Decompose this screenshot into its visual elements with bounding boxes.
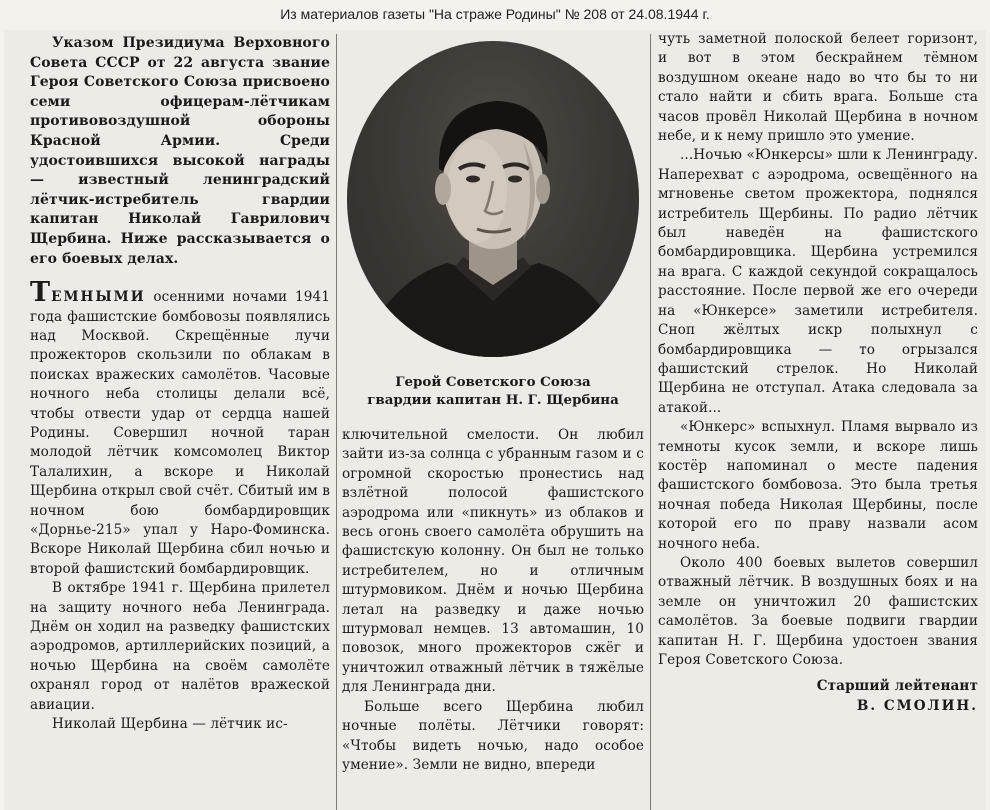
newspaper-clipping xyxy=(4,30,986,810)
article-paragraph-7: Около 400 боевых вылетов совершил отважный лётчик. В воздушных боях и на земле он уничтожил 20 фашистских самолётов. За боевые подвиги гвардии капитан Н. Г. Щербина удостоен звания Героя Советского Союза. xyxy=(658,554,978,668)
author-rank: Старший лейтенант xyxy=(816,678,978,695)
source-note: Из материалов газеты "На страже Родины" № 208 от 24.08.1944 г. xyxy=(280,6,710,22)
article-paragraph-5: ...Ночью «Юнкерсы» шли к Ленинграду. Наперехват с аэродрома, освещённого на мгновенье светом прожектора, поднялся истребитель Щербины. По радио лётчик был наведён на фашистского бомбардировщика. Щербина устремился на врага. С каждой секундой сокращалось расстояние. После первой же его очереди на «Юнкерсе» заметили истребителя. Сноп жёлтых искр полыхнул с бомбардировщика — то огрызался фашистский стрелок. Но Николай Щербина не отступал. Атака следовала за атакой... xyxy=(658,147,978,416)
intro-paragraph: Указом Президиума Верховного Совета СССР от 22 августа звание Героя Советского Союза присвоено семи офицерам-лётчикам противовоздушной обороны Красной Армии. Среди удостоившихся высокой награды — известный ленинградский лётчик-истребитель гвардии капитан Николай Гаврилович Щербина. Ниже рассказывается о его боевых делах. xyxy=(30,35,330,267)
article-paragraph-2: В октябре 1941 г. Щербина прилетел на защиту ночного неба Ленинграда. Днём он ходил на разведку фашистских аэродромов, артиллерийских позиций, а ночью Щербина на своём самолёте охранял город от налётов вражеской авиации. xyxy=(30,580,330,713)
photo-caption-line-2: гвардии капитан Н. Г. Щербина xyxy=(367,392,619,408)
column-3 xyxy=(658,30,978,810)
portrait-photo xyxy=(347,41,639,357)
article-paragraph-4-start: Больше всего Щербина любил ночные полёты. Лётчики говорят: «Чтобы видеть ночью, надо особое умение». Земли не видно, впереди xyxy=(342,698,644,773)
portrait-illustration xyxy=(347,41,639,357)
column-divider xyxy=(336,34,337,810)
author-signature xyxy=(658,676,978,716)
drop-cap: Т xyxy=(30,277,52,309)
article-paragraph-6: «Юнкерс» вспыхнул. Пламя вырвало из темноты кусок земли, и вскоре лишь костёр напоминал о месте падения фашистского бомбовоза. Это была третья ночная победа Николая Щербины, после которой его по праву назвали асом ночного неба. xyxy=(658,419,978,552)
author-name: В. СМОЛИН. xyxy=(856,698,978,715)
column-2 xyxy=(342,426,644,810)
column-divider xyxy=(650,34,651,810)
article-paragraph-3-start: Николай Щербина — лётчик ис- xyxy=(52,716,288,733)
article-paragraph-3-continued: ключительной смелости. Он любил зайти из-за солнца с убранным газом и с огромной скоростью пронестись над взлётной полосой фашистского аэродрома или «пикнуть» из облаков и весь огонь своего самолёта обрушить на фашистскую колонну. Он был не только истребителем, но и отличным штурмовиком. Днём и ночью Щербина летал на разведку и даже ночью штурмовал немцев. 13 автомашин, 10 повозок, много прожекторов сжёг и уничтожил отважный лётчик в тяжёлые для Ленинграда дни. xyxy=(342,427,644,696)
photo-caption xyxy=(342,373,644,409)
paragraph-1-text: осенними ночами 1941 года фашистские бомбовозы появлялись над Москвой. Скрещённые лучи прожекторов скользили по облакам в поисках вражеских самолётов. Часовые ночного неба столицы делали всё, чтобы отвести удар от сердца нашей Родины. Совершил ночной таран молодой лётчик комсомолец Виктор Талалихин, а вскоре и Николай Щербина открыл свой счёт. Сбитый им в ночном бою бомбардировщик «Дорнье-215» упал у Наро-Фоминска. Вскоре Николай Щербина сбил ночью и второй фашистский бомбардировщик. xyxy=(30,289,330,577)
lead-word: ЕМНЫМИ xyxy=(51,289,146,306)
article-paragraph-1 xyxy=(30,277,330,579)
column-1 xyxy=(30,30,330,810)
portrait-photo-frame xyxy=(346,40,640,358)
photo-caption-line-1: Герой Советского Союза xyxy=(395,374,591,390)
article-paragraph-4-continued: чуть заметной полоской белеет горизонт, и вот в этом бескрайнем тёмном воздушном океане надо во что бы то ни стало найти и сбить врага. Больше ста часов провёл Николай Щербина в ночном небе, и к нему пришло это умение. xyxy=(658,31,978,145)
